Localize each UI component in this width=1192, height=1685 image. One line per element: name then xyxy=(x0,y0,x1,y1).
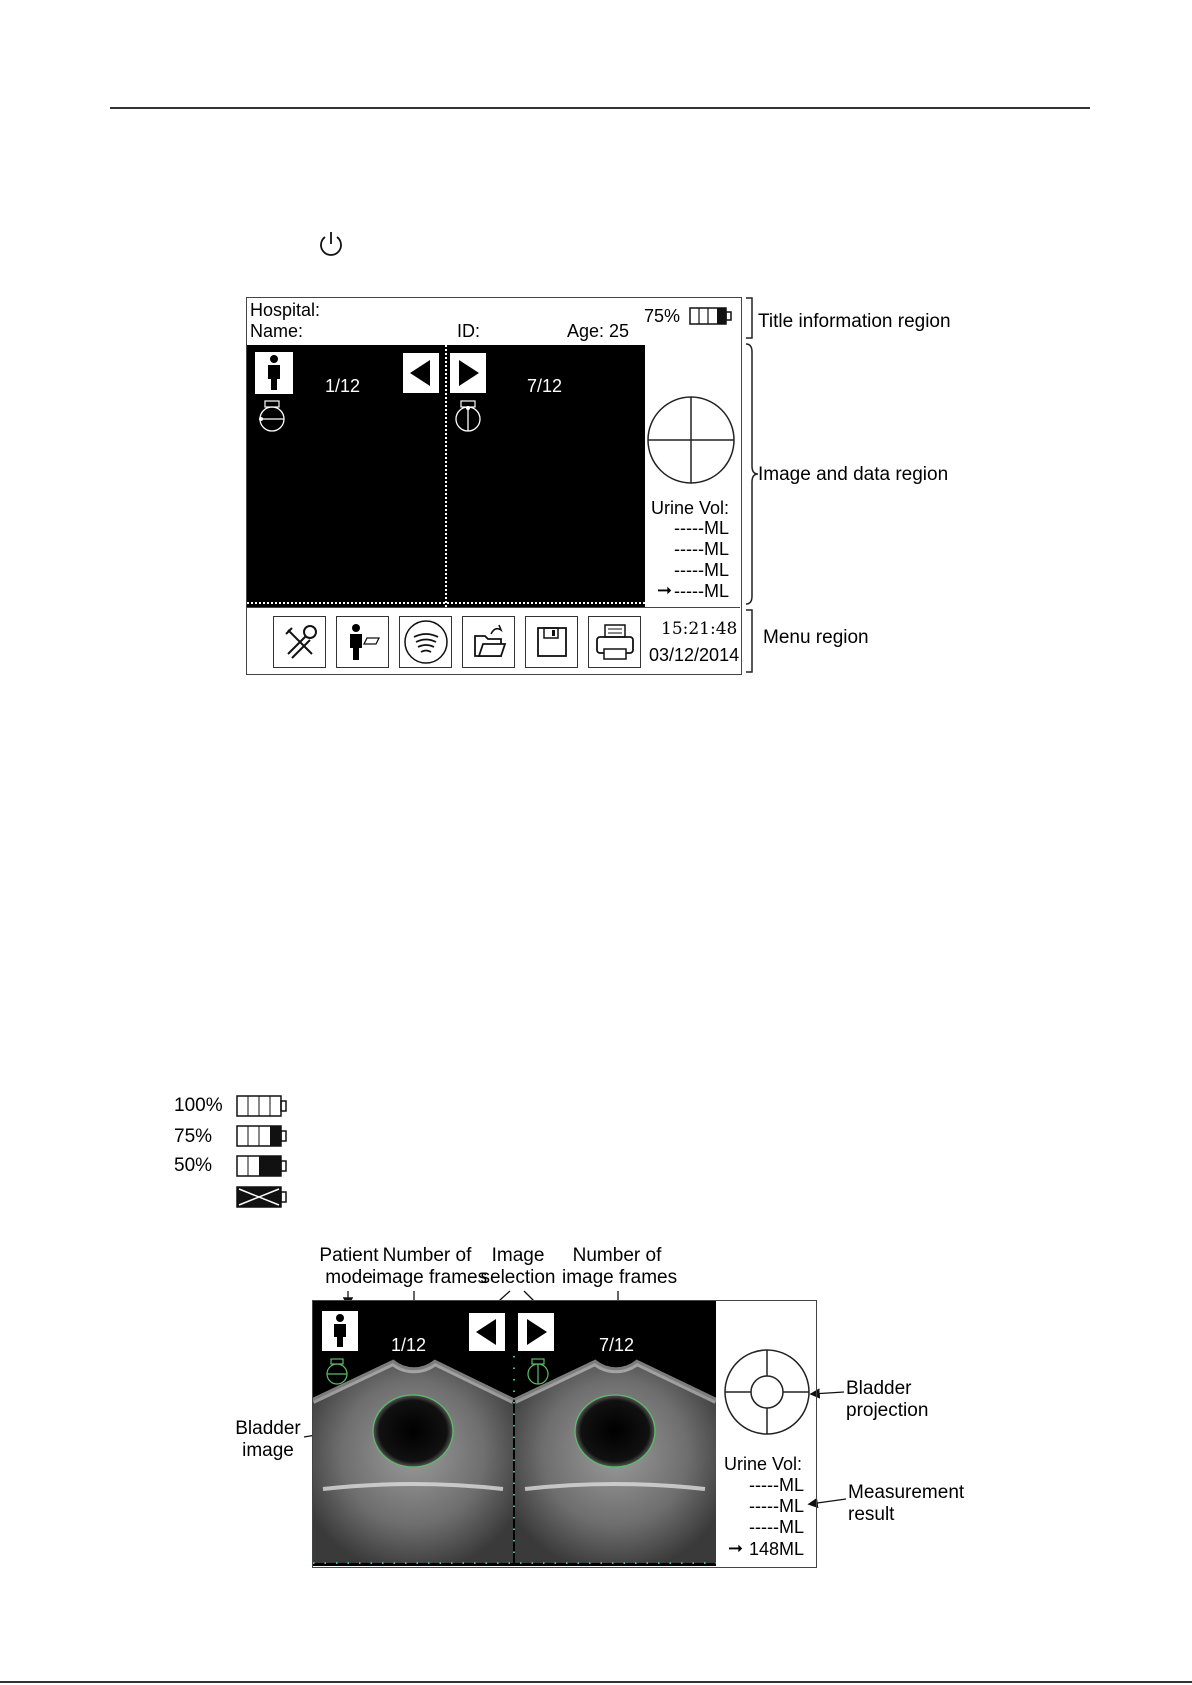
ultrasound-screen xyxy=(312,1300,817,1568)
ann-measurement-line2: result xyxy=(848,1504,895,1525)
ultrasound-image-area xyxy=(313,1301,716,1566)
ann-frames-left-line1: Number of xyxy=(382,1245,472,1266)
patient-mode-icon-2[interactable] xyxy=(322,1311,358,1351)
ann-bladder-image-line2: image xyxy=(242,1440,294,1461)
current-arrow-icon-2: ➞ xyxy=(728,1538,744,1558)
urine-value-2-2: -----ML xyxy=(749,1496,804,1516)
battery-legend-label-50: 50% xyxy=(174,1155,213,1176)
urine-vol-label: Urine Vol: xyxy=(651,498,730,518)
right-frame-count-2: 7/12 xyxy=(599,1335,635,1355)
ann-selection-line2: selection xyxy=(480,1267,556,1288)
image-region-label: Image and data region xyxy=(758,464,949,485)
prev-image-button-2[interactable] xyxy=(469,1313,505,1351)
current-arrow-icon: ➞ xyxy=(657,580,673,600)
left-frame-count: 1/12 xyxy=(325,376,361,396)
ann-bladder-image-line1: Bladder xyxy=(235,1418,301,1439)
urine-vol-label-2: Urine Vol: xyxy=(724,1454,803,1474)
hospital-label: Hospital: xyxy=(250,300,321,320)
footer-rule xyxy=(0,1681,1192,1683)
clock-date: 03/12/2014 xyxy=(649,645,740,665)
ann-frames-left-line2: image frames xyxy=(372,1267,488,1288)
right-frame-count: 7/12 xyxy=(527,376,563,396)
bladder-projection-2 xyxy=(722,1347,812,1437)
menu-region-label: Menu region xyxy=(763,627,869,648)
title-region-label: Title information region xyxy=(758,311,951,332)
urine-value-2-1: -----ML xyxy=(749,1475,804,1495)
ann-bladder-projection-line1: Bladder xyxy=(846,1378,912,1399)
clock-time: 15:21:48 xyxy=(661,619,738,639)
battery-percent: 75% xyxy=(644,306,681,326)
left-arrow-icon xyxy=(469,1313,505,1351)
right-arrow-icon xyxy=(518,1313,554,1351)
name-label: Name: xyxy=(250,321,304,341)
person-icon xyxy=(322,1311,358,1351)
urine-value-2: -----ML xyxy=(674,539,729,559)
id-label: ID: xyxy=(457,321,481,341)
urine-value-2-3: -----ML xyxy=(749,1517,804,1537)
urine-value-2-4: 148ML xyxy=(748,1539,804,1559)
age-label: Age: 25 xyxy=(567,321,630,341)
urine-value-1: -----ML xyxy=(674,518,729,538)
ann-selection-line1: Image xyxy=(491,1245,545,1266)
urine-value-4: -----ML xyxy=(674,581,729,601)
battery-legend-label-100: 100% xyxy=(174,1095,223,1116)
battery-legend-label-75: 75% xyxy=(174,1126,213,1147)
ann-bladder-projection-line2: projection xyxy=(846,1400,929,1421)
next-image-button-2[interactable] xyxy=(518,1313,554,1351)
ann-frames-right-line2: image frames xyxy=(562,1267,678,1288)
ann-measurement-line1: Measurement xyxy=(848,1482,965,1503)
left-frame-count-2: 1/12 xyxy=(391,1335,427,1355)
ann-patient-mode-line2: mode xyxy=(325,1267,373,1288)
urine-value-3: -----ML xyxy=(674,560,729,580)
ann-patient-mode-line1: Patient xyxy=(319,1245,379,1266)
bladder-image xyxy=(313,1301,716,1566)
ann-frames-right-line1: Number of xyxy=(572,1245,662,1266)
